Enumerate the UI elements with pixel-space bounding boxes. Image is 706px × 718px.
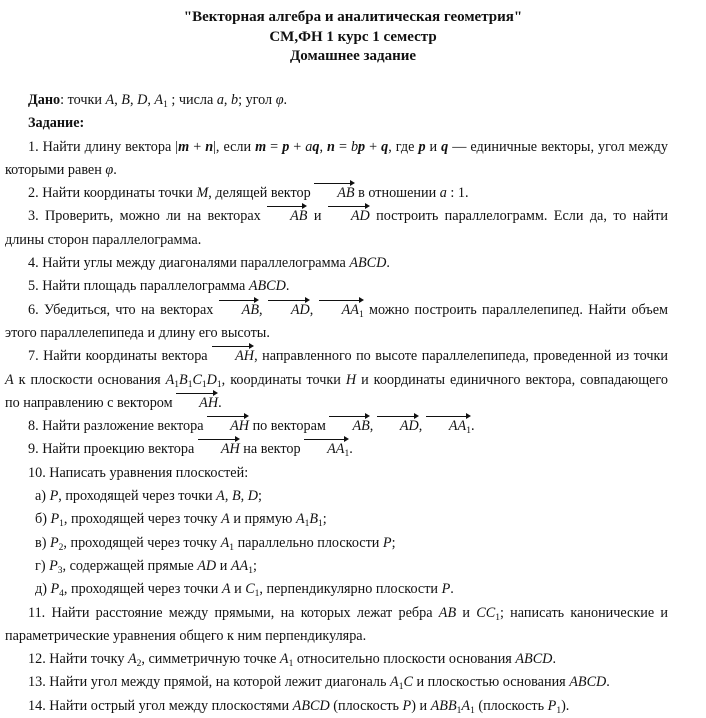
course-info: СМ,ФН 1 курс 1 семестр: [269, 28, 437, 45]
vector-symbol: AB: [329, 416, 369, 433]
math-symbol: φ: [275, 92, 284, 108]
math-symbol: A: [221, 511, 230, 528]
math-symbol: a: [439, 185, 447, 202]
math-symbol: A: [216, 488, 225, 505]
math-symbol: $ABB_1$: [430, 697, 462, 716]
course-title: "Векторная алгебра и аналитическая геометрия": [183, 9, 523, 25]
math-symbol: p: [282, 138, 290, 155]
given-paragraph: [5, 89, 668, 112]
math-symbol: A: [105, 92, 115, 108]
vector-symbol: $AA_1$: [304, 439, 349, 456]
task-item: 6. Убедиться, что на векторах AB, AD, $AA_1$ можно построить параллелепипед. Найти объем этого параллелепипеда и длину его высоты.: [5, 301, 669, 341]
math-symbol: q: [312, 138, 320, 155]
vector-symbol: AB: [314, 183, 354, 200]
math-symbol: p: [358, 138, 366, 155]
vector-symbol: AB: [267, 206, 307, 223]
math-symbol: AD: [197, 557, 217, 574]
math-symbol: b: [231, 92, 239, 108]
math-symbol: m: [178, 138, 190, 155]
math-symbol: $A_1$: [165, 371, 180, 390]
math-symbol: $C_1$: [192, 371, 207, 390]
math-symbol: M: [196, 185, 209, 202]
math-symbol: $A_1$: [279, 651, 294, 670]
subtask-item: д) $P_4$, проходящей через точки A и $C_1$, перпендикулярно плоскости P.: [35, 581, 454, 600]
task-item: 7. Найти координаты вектора AH, направленного по высоте параллелепипеда, проведенной из точки A к плоскости основания $A_1B_1C_1D_1$, координаты точки H и координаты единичного вектора, совпадающего по направлению с вектором AH.: [5, 348, 668, 411]
math-symbol: p: [418, 138, 426, 155]
math-symbol: n: [205, 138, 214, 155]
math-symbol: B: [121, 92, 130, 108]
math-symbol: $P_4$: [50, 581, 64, 600]
given-content: : точки A, B, D, $A_1$ ; числа a, b; угол φ.: [60, 92, 288, 110]
vector-symbol: $AA_1$: [426, 416, 471, 433]
math-symbol: P: [441, 581, 451, 598]
task-item: 5. Найти площадь параллелограмма ABCD.: [28, 278, 290, 295]
vector-symbol: AH: [176, 393, 218, 410]
math-symbol: $P_3$: [49, 557, 63, 576]
math-symbol: $A_1$: [390, 674, 404, 693]
math-symbol: $CC_1$: [476, 604, 500, 623]
subtask-item: а) P, проходящей через точки A, B, D;: [35, 488, 262, 505]
document-body: [5, 89, 668, 718]
math-symbol: a: [305, 138, 313, 155]
math-symbol: H: [345, 371, 357, 388]
math-symbol: AB: [438, 604, 457, 621]
vector-symbol: AD: [268, 300, 310, 317]
task-item: 4. Найти углы между диагоналями параллелограмма ABCD.: [28, 255, 390, 272]
subtask-item: г) $P_3$, содержащей прямые AD и $AA_1$;: [35, 557, 257, 576]
math-symbol: $D_1$: [206, 371, 222, 390]
vector-symbol: $AA_1$: [319, 300, 364, 317]
task-item: 12. Найти точку $A_2$, симметричную точке $A_1$ относительно плоскости основания ABCD.: [28, 651, 556, 670]
math-symbol: C: [403, 674, 413, 691]
math-symbol: m: [255, 138, 267, 155]
math-symbol: $B_1$: [309, 511, 323, 530]
math-symbol: ABCD: [292, 697, 330, 714]
task-item: 3. Проверить, можно ли на векторах AB и AD построить параллелограмм. Если да, то найти длины сторон параллелограмма.: [5, 208, 669, 248]
math-symbol: D: [137, 92, 148, 108]
math-symbol: q: [441, 138, 449, 155]
task-item: 13. Найти угол между прямой, на которой лежит диагональ $A_1C$ и плоскостью основания ABCD.: [28, 674, 610, 693]
given-label: Дано: [28, 92, 61, 108]
math-symbol: P: [49, 488, 59, 505]
math-symbol: $A_1$: [220, 534, 235, 553]
subtask-item: б) $P_1$, проходящей через точку A и прямую $A_1B_1$;: [35, 511, 327, 530]
math-symbol: $A_1$: [295, 511, 310, 530]
task-list: [5, 136, 668, 718]
vector-symbol: AH: [212, 346, 254, 363]
math-symbol: n: [327, 138, 335, 155]
math-symbol: a: [216, 92, 224, 108]
vector-symbol: AD: [328, 206, 370, 223]
task-heading: Задание:: [28, 115, 85, 132]
math-symbol: $B_1$: [179, 371, 193, 390]
math-symbol: $P_2$: [49, 534, 64, 553]
math-symbol: φ: [105, 161, 114, 178]
vector-symbol: AH: [198, 439, 240, 456]
math-symbol: A: [221, 581, 231, 598]
task-item: 9. Найти проекцию вектора AH на вектор $AA_1$.: [28, 441, 353, 460]
math-symbol: A: [5, 371, 14, 388]
task-item: 11. Найти расстояние между прямыми, на которых лежат ребра AB и $CC_1$; написать канонические и параметрические уравнения общего к ним перпендикуляра.: [5, 604, 668, 644]
math-symbol: ABCD: [515, 651, 553, 668]
math-symbol: P: [402, 697, 412, 714]
math-symbol: ABCD: [349, 255, 387, 272]
math-symbol: B: [231, 488, 241, 505]
math-symbol: b: [350, 138, 359, 155]
task-item: 14. Найти острый угол между плоскостями ABCD (плоскость P) и $ABB_1A_1$ (плоскость $P_1$).: [28, 697, 570, 716]
vector-symbol: AH: [207, 416, 249, 433]
assignment-title: Домашнее задание: [289, 48, 417, 64]
math-symbol: q: [381, 138, 389, 155]
subtask-item: в) $P_2$, проходящей через точку $A_1$ параллельно плоскости P;: [35, 534, 396, 553]
math-symbol: $P_1$: [50, 511, 64, 530]
task-item: 8. Найти разложение вектора AH по векторам AB, AD, $AA_1$.: [28, 418, 475, 437]
vector-symbol: AB: [219, 300, 259, 317]
math-symbol: P: [382, 534, 392, 551]
task-item: 1. Найти длину вектора |m + n|, если m = p + aq, n = bp + q, где p и q — единичные векторы, угол между которыми равен φ.: [5, 138, 668, 178]
vector-symbol: AD: [377, 416, 419, 433]
document-header: [0, 8, 706, 67]
math-symbol: $A_1$: [154, 92, 168, 110]
math-symbol: ABCD: [569, 674, 607, 691]
math-symbol: $P_1$: [547, 697, 562, 716]
task-item: 10. Написать уравнения плоскостей:: [28, 464, 249, 481]
task-item: 2. Найти координаты точки M, делящей вектор AB в отношении a : 1.: [28, 185, 469, 202]
math-symbol: $AA_1$: [230, 557, 253, 576]
math-symbol: $A_1$: [461, 697, 475, 716]
math-symbol: $A_2$: [127, 651, 142, 670]
math-symbol: $C_1$: [245, 581, 260, 600]
math-symbol: ABCD: [248, 278, 286, 295]
math-symbol: D: [247, 488, 258, 505]
